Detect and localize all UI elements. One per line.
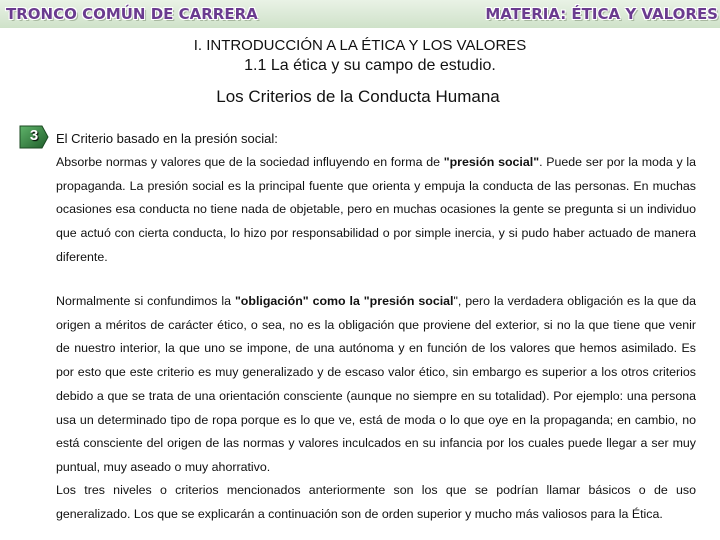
paragraph-2-text-b: ", pero la verdadera obligación es la que da origen a méritos de carácter ético, o sea, no es la obligación que proviene del exterior, si no la que tiene que venir de nuestro interior, la que uno se impone, de una autónoma y en función de los valores que hemos asimilado. Es por esto que este criterio es muy generalizado y de escaso valor ético, sin embargo es superior a los otros criterios debido a que se trata de una orientación consciente (aunque no siempre en su totalidad). Por ejemplo: una persona usa un determinado tipo de ropa porque es lo que ve, está de moda o lo que oye en la propaganda; en cambio, no está consciente del origen de las normas y valores inculcados en su infancia por los cuales puede llegar a ser muy puntual, muy aseado o muy ahorrativo. (56, 294, 697, 474)
paragraph-1 (56, 151, 696, 270)
paragraph-3: Los tres niveles o criterios mencionados anteriormente son los que se podrían llamar básicos o de uso generalizado. Los que se explicarán a continuación son de orden superior y mucho más valiosos para la Ética. (56, 483, 696, 521)
header-bar (0, 0, 720, 28)
paragraph-1-emphasis: "presión social" (443, 155, 540, 169)
paragraph-2-text-a: Normalmente si confundimos la (56, 294, 235, 308)
unit-title: I. INTRODUCCIÓN A LA ÉTICA Y LOS VALORES (193, 37, 527, 54)
criterion-heading: El Criterio basado en la presión social: (56, 131, 278, 146)
paragraph-2-emphasis: "obligación" como la "presión social (234, 294, 454, 308)
paragraph-1-text-b: . Puede ser por la moda y la propaganda. La presión social es la principal fuente que orienta y empuja la conducta de las personas. En muchas ocasiones esa conducta no tiene nada de objetable, pero en muchas ocasiones la gente se pregunta si un individuo que actuó con cierta conducta, lo hizo por responsabilidad o por simple inercia, y si pudo haber actuado de manera diferente. (56, 155, 697, 264)
course-title: TRONCO COMÚN DE CARRERA (6, 5, 258, 23)
topic-title: 1.1 La ética y su campo de estudio. (244, 57, 496, 74)
subject-title: MATERIA: ÉTICA Y VALORES (485, 5, 718, 23)
badge-number: 3 (29, 127, 39, 144)
section-title: Los Criterios de la Conducta Humana (216, 87, 500, 106)
paragraph-1-text-a: Absorbe normas y valores que de la sociedad influyendo en forma de (56, 155, 444, 169)
step-badge (18, 124, 50, 150)
paragraph-2 (56, 290, 696, 480)
